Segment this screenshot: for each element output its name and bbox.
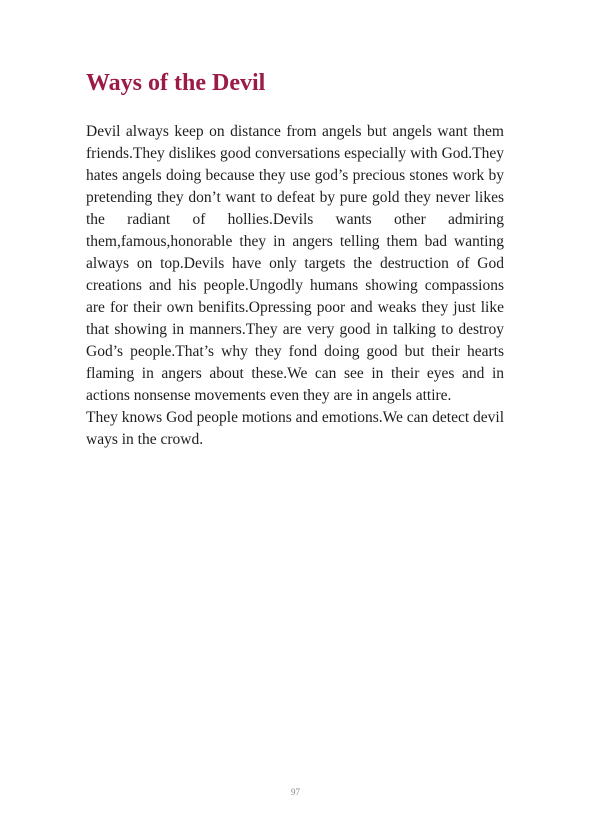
body-text	[86, 121, 504, 451]
page-title: Ways of the Devil	[86, 70, 266, 96]
paragraph-1: Devil always keep on distance from angels but angels want them friends.They dislikes good conversations especially with God.They hates angels doing because they use god’s precious stones work by pretending they don’t want to defeat by pure gold they never likes the radiant of hollies.Devils wants other admiring them,famous,honorable they in angers telling them bad wanting always on top.Devils have only targets the destruction of God creations and his people.Ungodly humans showing compassions are for their own benifits.Opressing poor and weaks they just like that showing in manners.They are very good in talking to destroy God’s people.That’s why they fond doing good but their hearts flaming in angers about these.We can see in their eyes and in actions nonsense movements even they are in angels attire.	[86, 123, 504, 404]
paragraph-2: They knows God people motions and emotions.We can detect devil ways in the crowd.	[86, 409, 505, 448]
page-number: 97	[291, 787, 300, 797]
